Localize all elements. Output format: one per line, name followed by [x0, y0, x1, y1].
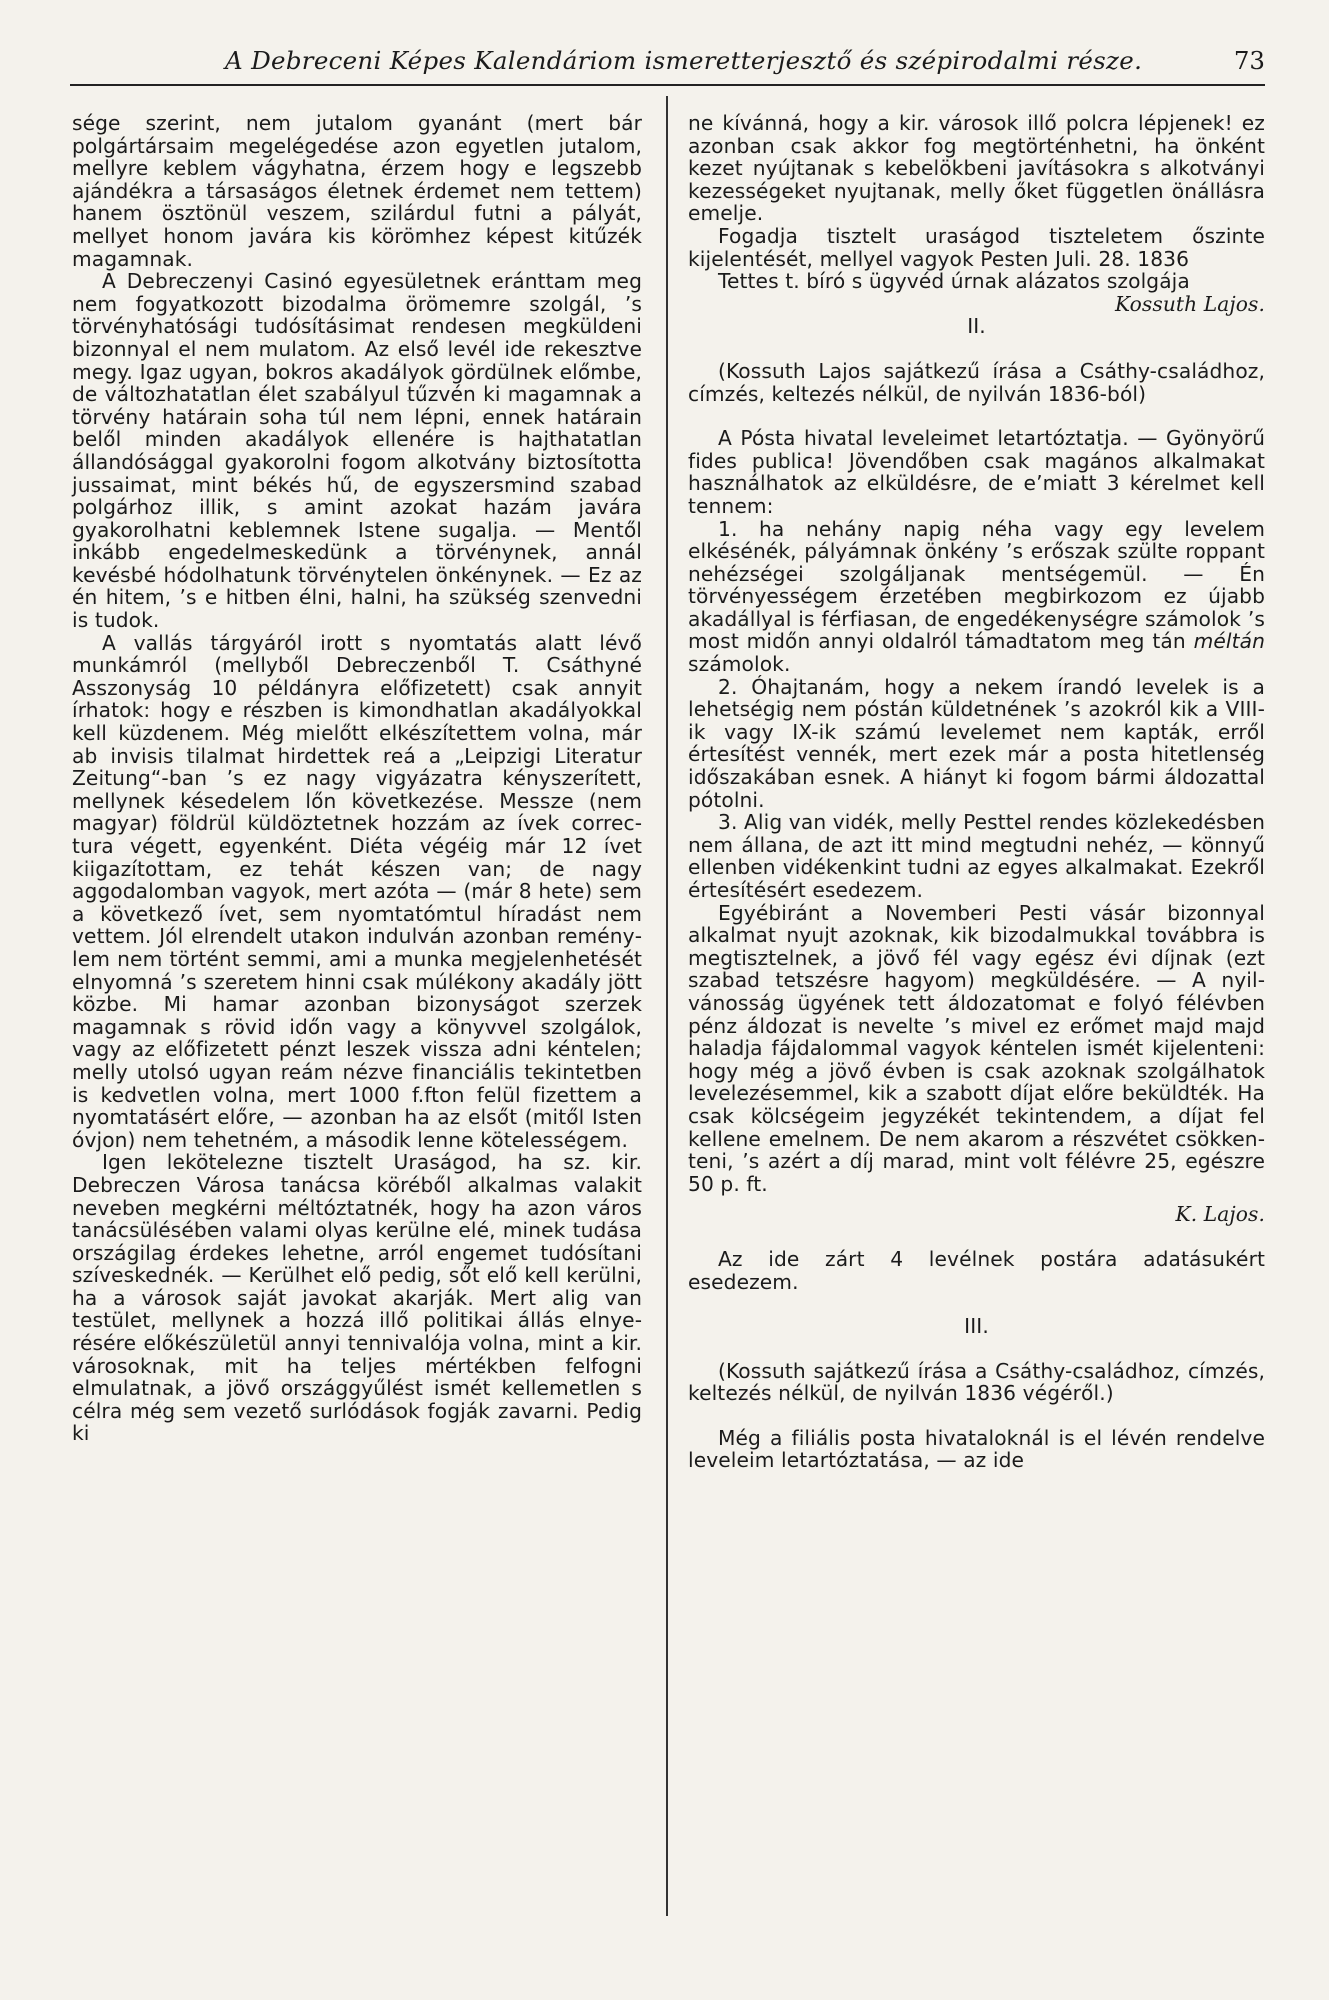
- section-3-editorial-note: (Kossuth sajátkezű írása a Csáthy-családhoz, címzés, keltezés nélkül, de nyilván 1836 végéről.): [688, 1358, 1265, 1406]
- left-paragraph-1: sége szerint, nem jutalom gyanánt (mert bár polgártársaim megelégedése azon egyetlen jutalom, mellyre keblem vágyhatna, érzem hogy e legszebb ajándékra a társaságos életnek érdemet nem tettem) hanem ösztönül veszem, szilárdul futni a pályát, mellyet honom javára kis körömhez képest kitűzék magamnak.: [72, 111, 642, 271]
- left-column: [72, 112, 642, 1445]
- signature-k-lajos: K. Lajos.: [1175, 1202, 1265, 1227]
- section-2-editorial-note: (Kossuth Lajos sajátkezű írása a Csáthy-családhoz, címzés, keltezés nélkül, de nyilván 1836-ból): [688, 358, 1265, 406]
- right-paragraph-10: Még a filiális posta hivataloknál is el lévén rendelve leveleim letartóztatása, — az ide: [688, 1425, 1265, 1473]
- right-paragraph-9: Az ide zárt 4 levélnek postára adatásukért esedezem.: [688, 1246, 1265, 1294]
- section-numeral-2: II.: [967, 314, 986, 339]
- right-paragraph-5: [688, 518, 1265, 676]
- right-paragraph-7: 3. Alig van vidék, melly Pesttel rendes közlekedésben nem állana, de azt itt mind megtudni nehéz, — könnyű ellenben vidékenkint tudni az egyes alkalmakat. Ezekről értesítésért esedezem.: [688, 810, 1265, 902]
- right-paragraph-6: 2. Óhajtanám, hogy a nekem írandó levelek is a lehetségig nem póstán küldetnének ’s azokról kik a VIII-ik vagy IX-ik számú levelemet nem kapták, erről értesítést vennék, mert ezek már a posta hitetlenség időszakában esnek. A hiányt ki fogom bármi áldozattal pótolni.: [688, 674, 1265, 812]
- page-header: [75, 42, 1265, 78]
- left-paragraph-2: A Debreczenyi Casinó egyesületnek eránttam meg nem fogyatkozott bizodalma örömemre szolgál, ’s törvényhatósági tudósításimat rendesen megküldeni bizonnyal el nem mulatom. Az első levél ide rekesztve megy. Igaz ugyan, bokros akadályok gördülnek előmbe, de változhatatlan élet szabályul tűzvén ki magamnak a törvény határain soha túl nem lépni, ennek határain belől minden akadályok ellenére is hajthatatlan állandósággal gyakorolni fogom alkotvány biztosította jussaimat, mint békés hű, de egyszersmind szabad polgárhoz illik, s amint azokat hazám javára gyakorolhatni keblemnek Istene sugalja. — Mentől inkább engedelmeskedünk a törvénynek, annál kevésbé hódolhatunk törvénytelen önkénynek. — Ez az én hitem, ’s e hitben élni, halni, ha szükség szenvedni is tudok.: [72, 269, 642, 633]
- signature-kossuth-lajos: Kossuth Lajos.: [1115, 291, 1265, 316]
- header-rule: [70, 84, 1265, 86]
- right-column: [688, 112, 1265, 1472]
- right-paragraph-3: Tettes t. bíró s ügyvéd úrnak alázatos szolgája: [718, 269, 1190, 294]
- page-number: 73: [1233, 46, 1265, 75]
- column-divider: [666, 96, 668, 1916]
- right-paragraph-8: Egyébiránt a Novemberi Pesti vásár bizonnyal alkalmat nyujt azoknak, kik bizodalmukkal továbbra is megtisztelnek, a jövő fél vagy egész évi díjnak (ezt szabad tetszésre hagyom) megküldésére. — A nyilvánosság ügyének tett áldozatomat e folyó félévben pénz áldozat is nevelte ’s mivel ez erőmet majd majd haladja fájdalommal vagyok kéntelen ismét kijelenteni: hogy még a jövő évben is csak azoknak szolgálhatok levelezésemmel, kik a szabott díjat előre beküldték. Ha csak kölcségeim jegyzékét tekintendem, a díjat fel kellene emelnem. De nem akarom a részvétet csökkenteni, ’s azért a díj marad, mint volt félévre 25, egészre 50 p. ft.: [688, 900, 1265, 1196]
- left-paragraph-4: Igen lekötelezne tisztelt Uraságod, ha sz. kir. Debreczen Városa tanácsa köréből alkalmas valakit neveben megkérni méltóztatnék, hogy ha azon város tanácsülésében valami olyas kerülne elé, minek tudása országilag érdekes lehetne, arról engemet tudósítani szíveskednék. — Kerülhet elő pedig, sőt elő kell kerülni, ha a városok saját javokat akarják. Mert alig van testület, mellynek a hozzá illő politikai állás elnyerésére előkészületül annyi tennivalója volna, mint a kir. városoknak, mit ha teljes mértékben felfogni elmulatnak, a jövő országgyűlést ismét kellemetlen s célra még sem vezető surlódások fogják zavarni. Pedig ki: [72, 1150, 642, 1446]
- right-paragraph-5-text: 1. ha nehány napig néha vagy egy levelem elkésénék, pályámnak önkény ’s erőszak szülte roppant nehézségei szolgáljanak mentségemül. — Én törvényességem érzetében megbirkozom ez újabb akadállyal is férfiasan, de engedékenységre számolok ’s most midőn annyi oldalról támadtatom meg tán: [688, 516, 1265, 654]
- right-paragraph-5-emphasis: méltán: [1193, 629, 1265, 654]
- right-paragraph-2: Fogadja tisztelt uraságod tiszteletem őszinte kijelentését, mellyel vagyok Pesten Juli. 28. 1836: [688, 223, 1265, 271]
- right-paragraph-5-end: számolok.: [688, 652, 791, 677]
- running-title: A Debreceni Képes Kalendáriom ismeretterjesztő és szépirodalmi része.: [225, 46, 1143, 75]
- section-numeral-3: III.: [964, 1314, 989, 1339]
- right-paragraph-4: A Pósta hivatal leveleimet letartóztatja. — Gyönyörű fides publica! Jövendőben csak magános alkalmakat használhatok az elküldésre, de e’miatt 3 kérelmet kell tennem:: [688, 426, 1265, 518]
- left-paragraph-3: A vallás tárgyáról irott s nyomtatás alatt lévő munkámról (mellyből Debreczenből T. Csáthyné Asszonyság 10 példányra előfizetett) csak annyit írhatok: hogy e részben is kimondhatlan akadályokkal kell küzdenem. Még mielőtt elkészítettem volna, már ab invisis tilalmat hirdettek reá a „Leipzigi Literatur Zeitung“-ban ’s ez nagy vigyázatra kényszerített, mellynek késedelem lőn következése. Messze (nem magyar) földrül küldöztetnek hozzám az ívek correctura végett, egyenként. Diéta végéig már 12 ívet kiigazítottam, ez tehát készen van; de nagy aggodalomban vagyok, mert azóta — (már 8 hete) sem a következő ívet, sem nyomtatómtul híradást nem vettem. Jól elrendelt utakon indulván azonban reménylem nem történt semmi, ami a munka megjelenhetését elnyomná ’s szeretem hinni csak múlékony akadály jött közbe. Mi hamar azonban bizonyságot szerzek magamnak s rövid időn vagy a könyvvel szolgálok, vagy az előfizetett pénzt leszek vissza adni kéntelen; melly utolsó ugyan reám nézve financiális tekintetben is kedvetlen volna, mert 1000 f.fton felül fizettem a nyomtatásért előre, — azonban ha az elsőt (mitől Isten óvjon) nem tehetném, a második lenne kötelességem.: [72, 630, 642, 1152]
- right-paragraph-1: ne kívánná, hogy a kir. városok illő polcra lépjenek! ez azonban csak akkor fog megtörténhetni, ha önként kezet nyújtanak s kebelökbeni javításokra s alkotványi kezességeket nyujtanak, melly őket független önállásra emelje.: [688, 111, 1265, 226]
